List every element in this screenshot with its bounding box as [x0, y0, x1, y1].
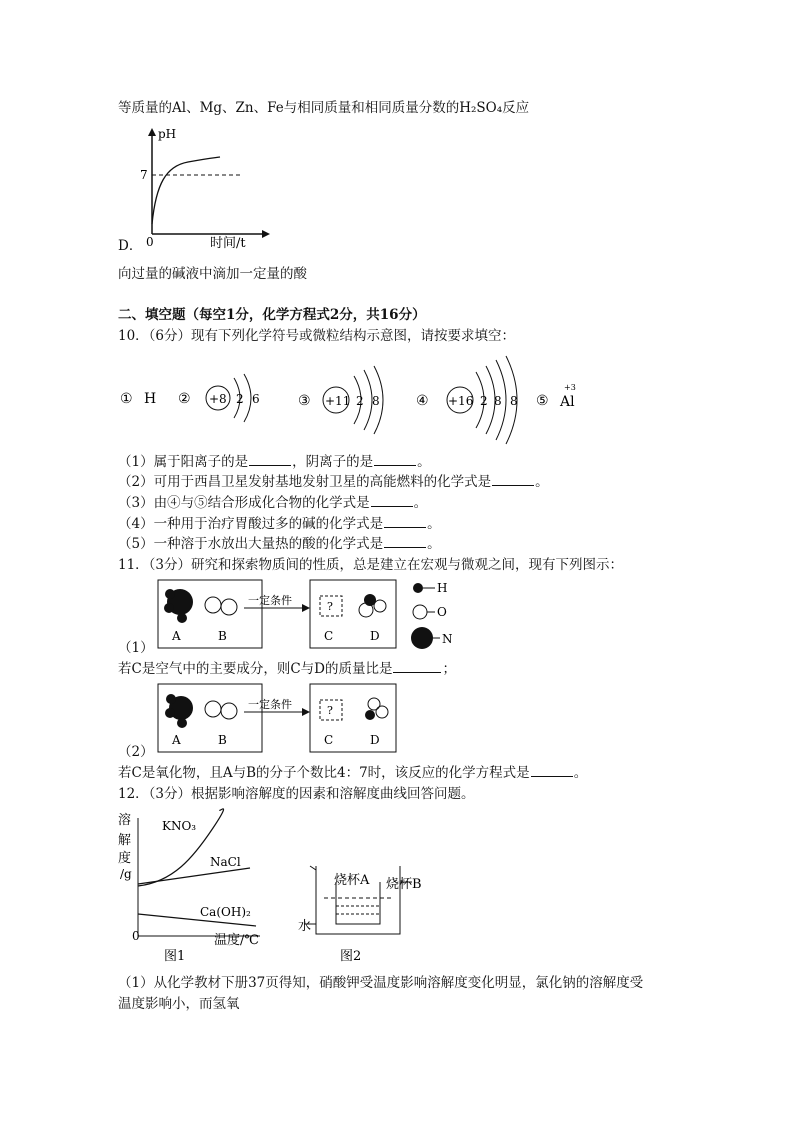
- item3-nucleus: +11: [325, 394, 351, 408]
- diagram1-label-c: C: [324, 629, 334, 643]
- diagram2-label-a: A: [172, 733, 181, 747]
- diagram1-unknown: ?: [327, 600, 333, 613]
- curve-nacl: NaCl: [210, 855, 241, 869]
- blank-anion[interactable]: [374, 453, 416, 466]
- curve-kno3: KNO₃: [162, 819, 197, 833]
- option-d-letter: D．: [118, 238, 143, 254]
- diagram2-label-b: B: [218, 733, 227, 747]
- item1-num: ①: [120, 391, 133, 407]
- beaker-b-label: 烧杯B: [386, 877, 422, 892]
- graph-y-marker: 7: [140, 168, 148, 182]
- solubility-chart: [118, 808, 278, 964]
- blank-equation[interactable]: [531, 764, 573, 777]
- item4-shell2: 8: [494, 394, 502, 408]
- water-label: 水: [298, 919, 312, 934]
- item4-shell3: 8: [510, 394, 518, 408]
- q11-part1-text: 若C是空气中的主要成分，则C与D的质量比是 ；: [118, 661, 456, 677]
- q10-sub4: （4）一种用于治疗胃酸过多的碱的化学式是 。: [118, 516, 441, 532]
- item4-shell1: 2: [480, 394, 488, 408]
- diagram1-label-b: B: [218, 629, 227, 643]
- q10-sub5: （5）一种溶于水放出大量热的酸的化学式是 。: [118, 536, 441, 552]
- item3-num: ③: [298, 393, 311, 409]
- q11-part1-label: （1）: [118, 640, 154, 656]
- diagram2-condition: 一定条件: [248, 698, 292, 711]
- diagram2-label-c: C: [324, 733, 334, 747]
- legend-n: N: [442, 632, 453, 646]
- section-heading: 二、填空题（每空1分，化学方程式2分，共16分）: [118, 307, 426, 323]
- diagram1-label-a: A: [172, 629, 181, 643]
- q11-part2-label: （2）: [118, 744, 154, 760]
- item4-num: ④: [416, 393, 429, 409]
- fig1-caption: 图1: [164, 949, 186, 964]
- beaker-figure: [296, 862, 446, 964]
- q10-sub1: （1）属于阳离子的是 ，阴离子的是 。: [118, 454, 431, 470]
- q12-stem: 12．（3分）根据影响溶解度的因素和溶解度曲线回答问题。: [118, 786, 475, 802]
- diagram2-unknown: ?: [327, 704, 333, 717]
- q12-sub1-line1: （1）从化学教材下册37页得知，硝酸钾受温度影响溶解度变化明显，氯化钠的溶解度受: [118, 975, 644, 991]
- q10-sub3: （3）由④与⑤结合形成化合物的化学式是 。: [118, 495, 428, 511]
- item3-shell1: 2: [356, 394, 364, 408]
- ylabel-3: 度: [118, 851, 132, 866]
- ylabel-1: 溶: [118, 813, 132, 828]
- fig1-xlabel: 温度/℃: [214, 933, 259, 948]
- q10-stem: 10．（6分）现有下列化学符号或微粒结构示意图，请按要求填空：: [118, 328, 516, 344]
- q10-sub2: （2）可用于西昌卫星发射基地发射卫星的高能燃料的化学式是 。: [118, 474, 549, 490]
- blank-base[interactable]: [384, 515, 426, 528]
- diagram1-condition: 一定条件: [248, 594, 292, 607]
- option-d-caption: 向过量的碱液中滴加一定量的酸: [118, 266, 307, 282]
- legend-o: O: [437, 605, 447, 619]
- option-c-text: 等质量的Al、Mg、Zn、Fe与相同质量和相同质量分数的H₂SO₄反应: [118, 100, 530, 116]
- item2-nucleus: +8: [209, 392, 227, 406]
- diagram1-label-d: D: [370, 629, 380, 643]
- curve-caoh2: Ca(OH)₂: [200, 905, 251, 919]
- q11-diagram-1: [118, 576, 478, 656]
- ph-graph: [118, 124, 278, 254]
- fig1-origin: 0: [132, 929, 140, 943]
- item1-symbol: H: [144, 391, 157, 407]
- q10-structures: [118, 358, 598, 448]
- ylabel-2: 解: [118, 833, 132, 848]
- q11-stem: 11．（3分）研究和探索物质间的性质，总是建立在宏观与微观之间，现有下列图示：: [118, 557, 624, 573]
- graph-origin: 0: [146, 235, 154, 249]
- item3-shell2: 8: [372, 394, 380, 408]
- diagram2-label-d: D: [370, 733, 380, 747]
- blank-mass-ratio[interactable]: [393, 660, 441, 673]
- fig2-caption: 图2: [340, 949, 362, 964]
- q11-part2-text: 若C是氧化物，且A与B的分子个数比4：7时，该反应的化学方程式是 。: [118, 765, 588, 781]
- item4-nucleus: +16: [448, 394, 474, 408]
- blank-compound[interactable]: [371, 494, 413, 507]
- item5-valence: +3: [564, 383, 576, 392]
- blank-fuel[interactable]: [492, 473, 534, 486]
- graph-xlabel: 时间/t: [210, 236, 246, 251]
- legend-h: H: [437, 581, 448, 595]
- item2-num: ②: [178, 391, 191, 407]
- item5-symbol: Al: [560, 394, 575, 410]
- ylabel-4: /g: [120, 867, 132, 881]
- beaker-a-label: 烧杯A: [334, 873, 370, 888]
- blank-acid[interactable]: [384, 535, 426, 548]
- blank-cation[interactable]: [249, 453, 291, 466]
- q12-sub1-line2: 温度影响小，而氢氧: [118, 996, 240, 1012]
- item2-shell1: 2: [236, 392, 244, 406]
- q11-diagram-2: [118, 682, 418, 756]
- item2-shell2: 6: [252, 392, 260, 406]
- graph-ylabel: pH: [158, 127, 177, 141]
- item5-num: ⑤: [536, 393, 549, 409]
